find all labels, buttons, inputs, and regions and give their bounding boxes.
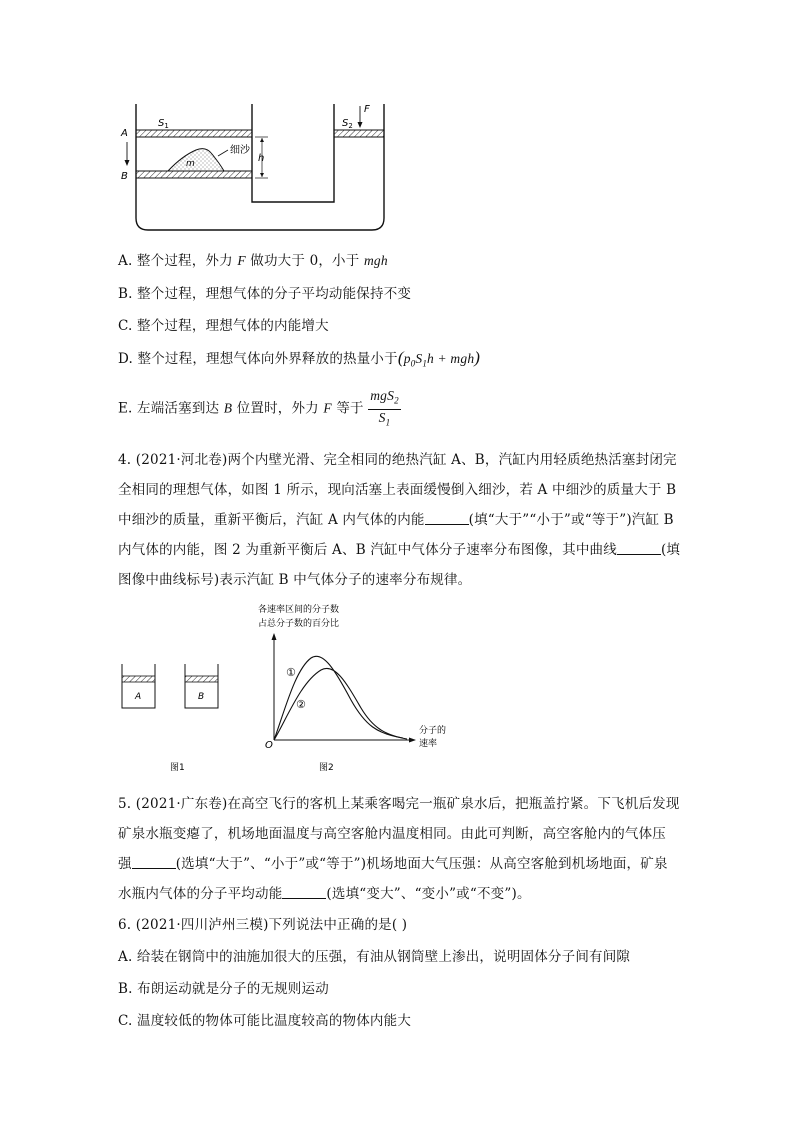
q5-line-4: 水瓶内气体的分子平均动能 (选填“变大”、“变小”或“不变”)。	[118, 886, 531, 902]
q4-line-5: 图像中曲线标号)表示汽缸 B 中气体分子的速率分布规律。	[118, 572, 472, 588]
cylinder-b	[185, 664, 218, 708]
curve-2	[274, 668, 407, 740]
q4-line-3: 中细沙的质量，重新平衡后，汽缸 A 内气体的内能 (填“大于”“小于”或“等于”)汽缸 B	[118, 512, 674, 528]
x-axis-label: 速率	[419, 739, 438, 749]
curve-1-label: ①	[286, 666, 296, 679]
option-a: A. 整个过程，外力 F 做功大于 0，小于 mgh	[118, 253, 388, 269]
answer-blank[interactable]	[617, 542, 661, 555]
q5-line-2: 矿泉水瓶变瘪了，机场地面温度与高空客舱内温度相同。由此可判断，高空客舱内的气体压	[118, 826, 666, 842]
option-e: E. 左端活塞到达 B 位置时，外力 F 等于 $\frac{mgS_2}{S_1}$	[118, 388, 401, 430]
label-s2: $S_2$	[342, 118, 353, 130]
origin-label: O	[265, 740, 273, 751]
label-h: h	[258, 153, 265, 164]
cylinder-a	[122, 664, 155, 708]
sand-mound	[168, 149, 224, 171]
x-axis-label: 分子的	[419, 726, 447, 736]
svg-text:A: A	[135, 692, 142, 702]
piston-s2	[334, 130, 384, 137]
q5-line-1: 5. (2021·广东卷)在高空飞行的客机上某乘客喝完一瓶矿泉水后，把瓶盖拧紧。下飞机后发现	[118, 796, 680, 812]
fraction-mgs2-s1: $\frac{mgS_2}{S_1}$	[370, 388, 399, 428]
q4-line-4: 内气体的内能，图 2 为重新平衡后 A、B 汽缸中气体分子速率分布图像，其中曲线 (填	[118, 542, 681, 558]
mass-label: m	[186, 159, 195, 169]
figure-2-caption: 图2	[319, 763, 334, 773]
option-d: D. 整个过程，理想气体向外界释放的热量小于$(p_0S_1h + mgh)$	[118, 348, 481, 369]
q6-stem: 6. (2021·四川泸州三模)下列说法中正确的是( )	[118, 917, 408, 933]
q4-line-2: 全相同的理想气体，如图 1 所示，现向活塞上表面缓慢倒入细沙，若 A 中细沙的质量大于 B	[118, 482, 677, 498]
piston-position-b	[136, 171, 252, 178]
curve-2-label: ②	[296, 698, 306, 711]
q6-option-c: C. 温度较低的物体可能比温度较高的物体内能大	[118, 1013, 412, 1029]
label-s1: $S_1$	[158, 118, 169, 130]
q4-line-1: 4. (2021·河北卷)两个内壁光滑、完全相同的绝热汽缸 A、B，汽缸内用轻质绝热活塞封闭完	[118, 452, 677, 468]
label-f: F	[364, 104, 370, 115]
speed-distribution-graph	[258, 603, 446, 751]
q6-option-b: B. 布朗运动就是分子的无规则运动	[118, 981, 329, 997]
q4-figure	[115, 600, 455, 780]
figure-1-caption: 图1	[170, 763, 185, 773]
option-b: B. 整个过程，理想气体的分子平均动能保持不变	[118, 286, 412, 302]
piston-container-figure	[110, 98, 400, 238]
piston-s1	[136, 130, 252, 137]
label-a: A	[121, 128, 128, 139]
q6-option-a: A. 给装在钢筒中的油施加很大的压强，有油从钢筒壁上渗出，说明固体分子间有间隙	[118, 949, 631, 965]
label-b: B	[121, 171, 128, 182]
option-c: C. 整个过程，理想气体的内能增大	[118, 318, 329, 334]
answer-blank[interactable]	[425, 512, 469, 525]
sand-label: 细沙	[230, 145, 250, 156]
y-axis-label: 各速率区间的分子数	[258, 605, 340, 615]
q5-line-3: 强 (选填“大于”、“小于”或“等于”)机场地面大气压强：从高空客舱到机场地面，矿泉	[118, 856, 668, 872]
answer-blank[interactable]	[282, 886, 326, 899]
svg-text:B: B	[198, 692, 205, 702]
y-axis-label: 占总分子数的百分比	[258, 619, 340, 629]
answer-blank[interactable]	[132, 856, 176, 869]
